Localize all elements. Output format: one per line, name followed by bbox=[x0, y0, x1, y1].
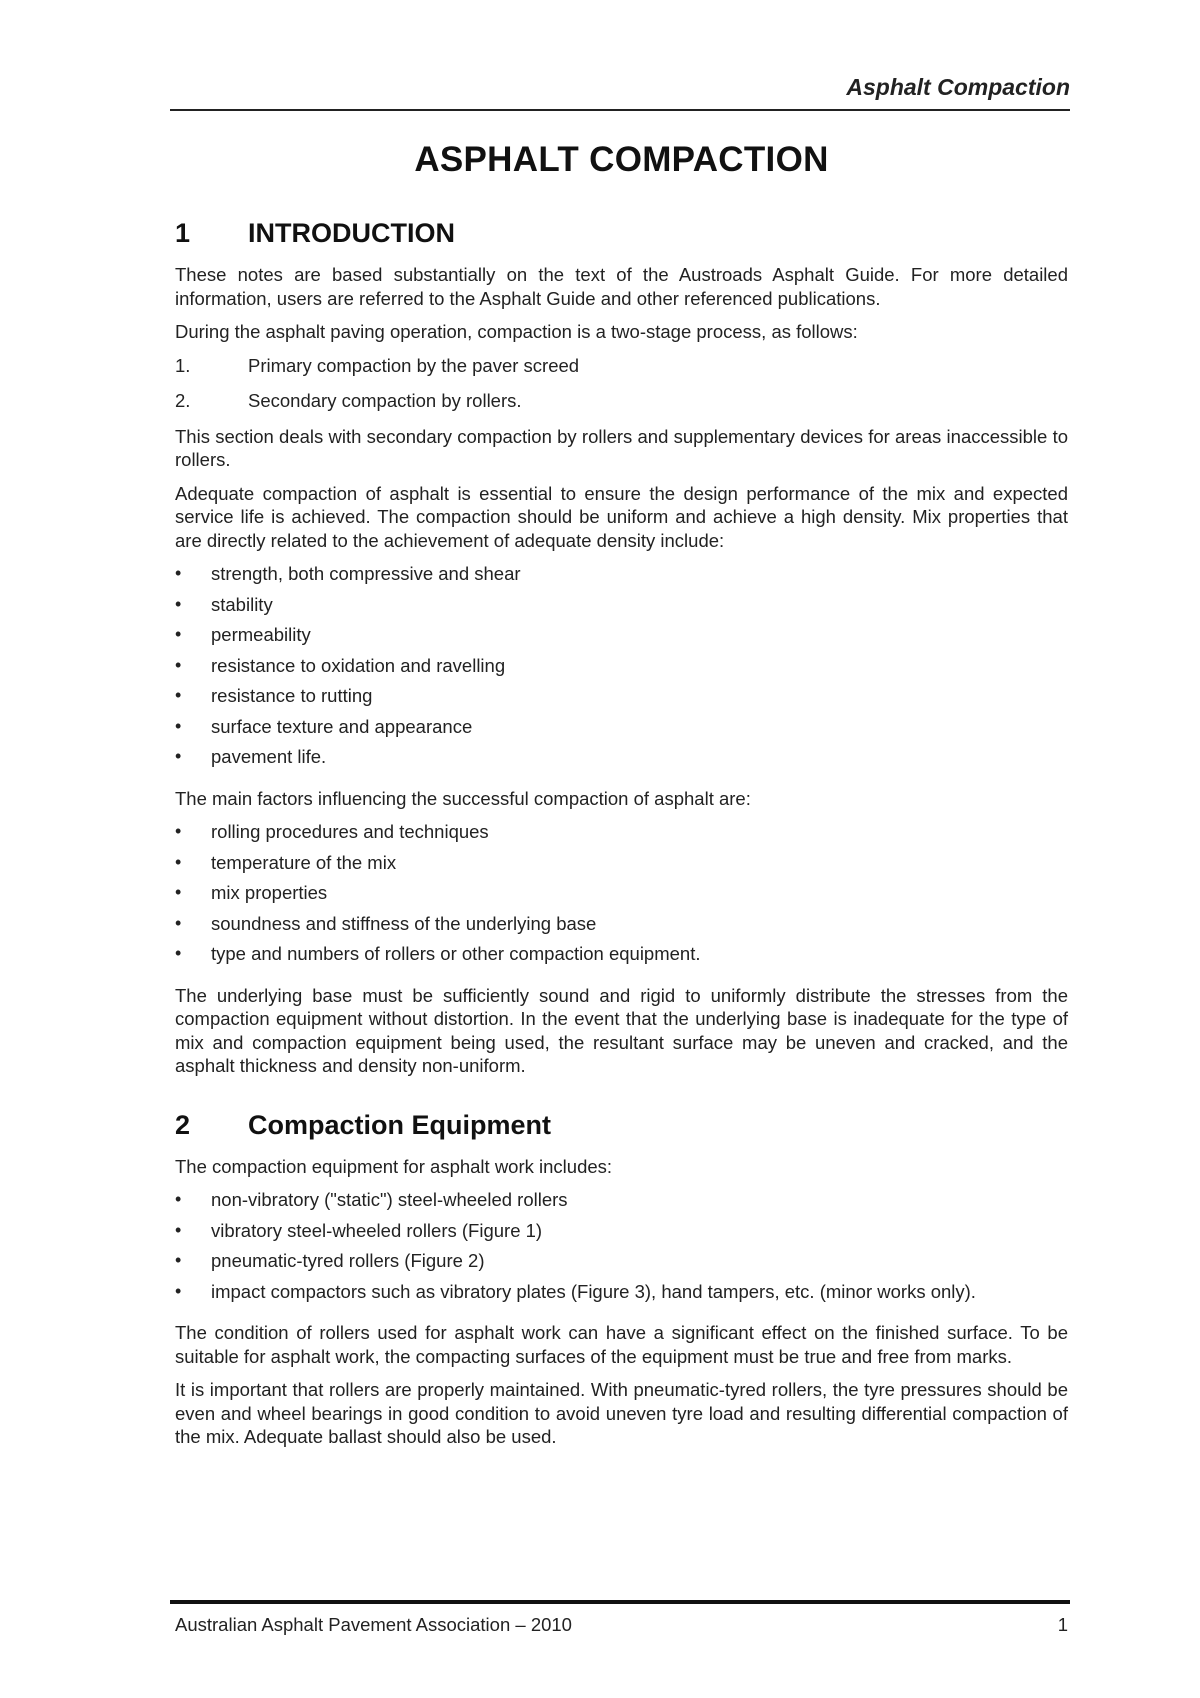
list-item bbox=[175, 715, 1068, 739]
paragraph: This section deals with secondary compaction by rollers and supplementary devices for areas inaccessible to rollers. bbox=[175, 425, 1068, 470]
list-item bbox=[175, 354, 1068, 378]
list-item-text: mix properties bbox=[211, 882, 328, 903]
paragraph: These notes are based substantially on the text of the Austroads Asphalt Guide. For more detailed information, users are referred to the Asphalt Guide and other referenced publications. bbox=[175, 264, 1068, 309]
equipment-list bbox=[175, 1188, 1068, 1303]
compaction-factors-list bbox=[175, 820, 1068, 966]
bullet-icon: • bbox=[175, 1219, 182, 1240]
page-footer bbox=[175, 1614, 1068, 1636]
list-item-text: resistance to rutting bbox=[211, 685, 373, 706]
footer-rule bbox=[170, 1600, 1070, 1604]
list-item bbox=[175, 745, 1068, 769]
running-header: Asphalt Compaction bbox=[846, 74, 1070, 100]
list-item-text: soundness and stiffness of the underlying base bbox=[211, 912, 597, 934]
page-number: 1 bbox=[1057, 1614, 1068, 1635]
bullet-icon: • bbox=[175, 593, 182, 614]
list-item-text: pneumatic-tyred rollers (Figure 2) bbox=[211, 1250, 485, 1271]
list-item-text: vibratory steel-wheeled rollers (Figure 1) bbox=[211, 1219, 543, 1241]
list-item-text: Primary compaction by the paver screed bbox=[248, 354, 580, 376]
bullet-icon: • bbox=[175, 746, 182, 766]
header-rule bbox=[170, 109, 1070, 111]
bullet-icon: • bbox=[175, 715, 182, 736]
list-item bbox=[175, 820, 1068, 844]
section-title: Compaction Equipment bbox=[248, 1109, 551, 1140]
list-item bbox=[175, 912, 1068, 936]
list-item-text: type and numbers of rollers or other compaction equipment. bbox=[211, 943, 701, 964]
list-item-text: strength, both compressive and shear bbox=[211, 563, 521, 584]
bullet-icon: • bbox=[175, 943, 182, 963]
list-item-text: temperature of the mix bbox=[211, 851, 397, 873]
list-item-text: non-vibratory ("static") steel-wheeled rollers bbox=[211, 1189, 568, 1210]
paragraph: It is important that rollers are properly maintained. With pneumatic-tyred rollers, the tyre pressures should be even and wheel bearings in good condition to avoid uneven tyre load and resulting differential compaction of the mix. Adequate ballast should also be used. bbox=[175, 1379, 1068, 1447]
list-item bbox=[175, 654, 1068, 678]
list-item-text: stability bbox=[211, 593, 273, 615]
compaction-stages-list bbox=[175, 354, 1068, 413]
list-item bbox=[175, 1219, 1068, 1243]
list-number: 1. bbox=[175, 354, 191, 376]
bullet-icon: • bbox=[175, 1189, 182, 1209]
list-item bbox=[175, 684, 1068, 708]
paragraph: The condition of rollers used for asphalt work can have a significant effect on the finished surface. To be suitable for asphalt work, the compacting surfaces of the equipment must be true and free from marks. bbox=[175, 1322, 1068, 1367]
list-item-text: surface texture and appearance bbox=[211, 715, 473, 737]
list-item bbox=[175, 562, 1068, 586]
list-item-text: Secondary compaction by rollers. bbox=[248, 390, 522, 411]
bullet-icon: • bbox=[175, 654, 182, 675]
section-title: INTRODUCTION bbox=[248, 218, 455, 248]
bullet-icon: • bbox=[175, 851, 182, 872]
bullet-icon: • bbox=[175, 563, 182, 583]
page-body bbox=[175, 140, 1068, 1459]
paragraph: The underlying base must be sufficiently sound and rigid to uniformly distribute the stresses from the compaction equipment without distortion. In the event that the underlying base is inadequate for the type of mix and compaction equipment being used, the resultant surface may be uneven and cracked, and the asphalt thickness and density non-uniform. bbox=[175, 984, 1068, 1076]
paragraph: Adequate compaction of asphalt is essential to ensure the design performance of the mix and expected service life is achieved. The compaction should be uniform and achieve a high density. Mix properties that are directly related to the achievement of adequate density include: bbox=[175, 482, 1068, 551]
list-item-text: permeability bbox=[211, 624, 311, 645]
bullet-icon: • bbox=[175, 1280, 182, 1301]
section-1-heading bbox=[175, 218, 1068, 249]
paragraph: The compaction equipment for asphalt work includes: bbox=[175, 1155, 613, 1177]
list-number: 2. bbox=[175, 390, 191, 411]
mix-properties-list bbox=[175, 562, 1068, 769]
list-item bbox=[175, 1188, 1068, 1212]
list-item-text: impact compactors such as vibratory plates (Figure 3), hand tampers, etc. (minor works only). bbox=[211, 1280, 976, 1302]
document-title: ASPHALT COMPACTION bbox=[414, 140, 829, 179]
list-item-text: rolling procedures and techniques bbox=[211, 821, 489, 842]
list-item bbox=[175, 593, 1068, 617]
list-item bbox=[175, 389, 1068, 413]
bullet-icon: • bbox=[175, 821, 182, 841]
list-item bbox=[175, 1280, 1068, 1304]
list-item bbox=[175, 851, 1068, 875]
paragraph: The main factors influencing the successful compaction of asphalt are: bbox=[175, 787, 751, 809]
list-item bbox=[175, 1249, 1068, 1273]
bullet-icon: • bbox=[175, 685, 182, 705]
list-item-text: resistance to oxidation and ravelling bbox=[211, 654, 506, 676]
list-item bbox=[175, 623, 1068, 647]
list-item-text: pavement life. bbox=[211, 746, 327, 767]
section-number: 2 bbox=[175, 1109, 191, 1140]
bullet-icon: • bbox=[175, 912, 182, 933]
section-2-heading bbox=[175, 1110, 1068, 1141]
paragraph: During the asphalt paving operation, compaction is a two-stage process, as follows: bbox=[175, 321, 858, 342]
footer-publisher: Australian Asphalt Pavement Association – 2010 bbox=[175, 1614, 572, 1635]
list-item bbox=[175, 881, 1068, 905]
list-item bbox=[175, 942, 1068, 966]
bullet-icon: • bbox=[175, 624, 182, 644]
bullet-icon: • bbox=[175, 882, 182, 902]
section-number: 1 bbox=[175, 218, 191, 248]
bullet-icon: • bbox=[175, 1250, 182, 1270]
